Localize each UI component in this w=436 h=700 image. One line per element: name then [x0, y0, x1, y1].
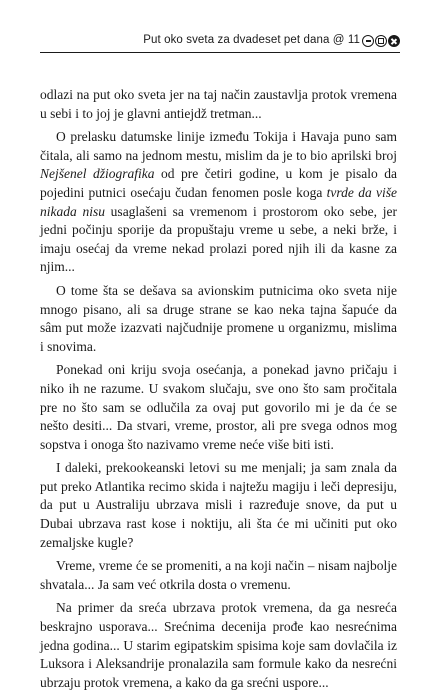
paragraph-text: od pre četiri godine, u kom je pisalo da pojedini putnici osećaju čudan fenomen posle koga: [40, 166, 397, 200]
paragraph: Ponekad oni kriju svoja osećanja, a ponekad javno pričaju i niko ih ne razume. U svakom slučaju, sve ono što sam pročitala pre no što sam se odlučila za ovaj put govorilo mi je da će se nešto desiti... Da stvari, vreme, prostor, ali pre svega odnos mog sopstva i onoga što nazivamo vreme neće više biti isti.: [40, 362, 397, 452]
paragraph: [40, 128, 397, 277]
paragraph: Vreme, vreme će se promeniti, a na koji način – nisam najbolje shvatala... Ja sam već otkrila dosta o vremenu.: [40, 558, 397, 592]
paragraph: I daleki, prekookeanski letovi su me menjali; ja sam znala da put preko Atlantika recimo skida i najtežu magiju i leči depresiju, da put u Australiju ubrzava misli i razređuje snove, da put u Dubai ubrzava rast kose i noktiju, ali šta će mi učiniti put oko zemaljske kugle?: [40, 460, 397, 550]
paragraph: Na primer da sreća ubrzava protok vremena, da ga nesreća beskrajno usporava... Srećnima decenija prođe kao nesrećnima jedna godina... U starim egipatskim spisima koje sam dovlačila iz Luksora i Aleksandrije pronalazila sam formule kako da nesrećni ubrzaju protok vremena, a kako da ga srećni uspore...: [40, 600, 397, 690]
header-divider: [40, 52, 400, 53]
window-controls: [362, 35, 400, 47]
close-icon: [388, 35, 400, 47]
page-body: [40, 86, 397, 697]
emphasis-text: tvrde da više nikada nisu: [40, 184, 397, 219]
magazine-title: Nejšenel džiografika: [40, 166, 155, 182]
paragraph-text: O prelasku datumske linije između Tokija i Havaja puno sam čitala, ali samo na jednom mestu, mislim da je to bio aprilski broj: [40, 129, 397, 163]
paragraph-text: usaglašeni sa vremenom i prostorom oko sebe, jer jedni počinju sporije da propuštaju vreme u sebe, a neki brže, i imaju osećaj da vreme nekad prolazi pored njih ili da kasne za njim...: [40, 203, 398, 275]
running-header: [40, 34, 400, 52]
paragraph: odlazi na put oko sveta jer na taj način zaustavlja protok vremena u sebi i to joj je glavni antiejdž tretman...: [40, 87, 397, 121]
book-title: Put oko sveta za dvadeset pet dana @ 11: [143, 34, 360, 46]
restore-icon: [375, 35, 387, 47]
paragraph: O tome šta se dešava sa avionskim putnicima oko sveta nije mnogo pisano, ali sa druge strane se kao neka tajna šapuće da sâm put može izazvati najčudnije promene u organizmu, mislima i snovima.: [40, 282, 397, 354]
minimize-icon: [362, 35, 374, 47]
